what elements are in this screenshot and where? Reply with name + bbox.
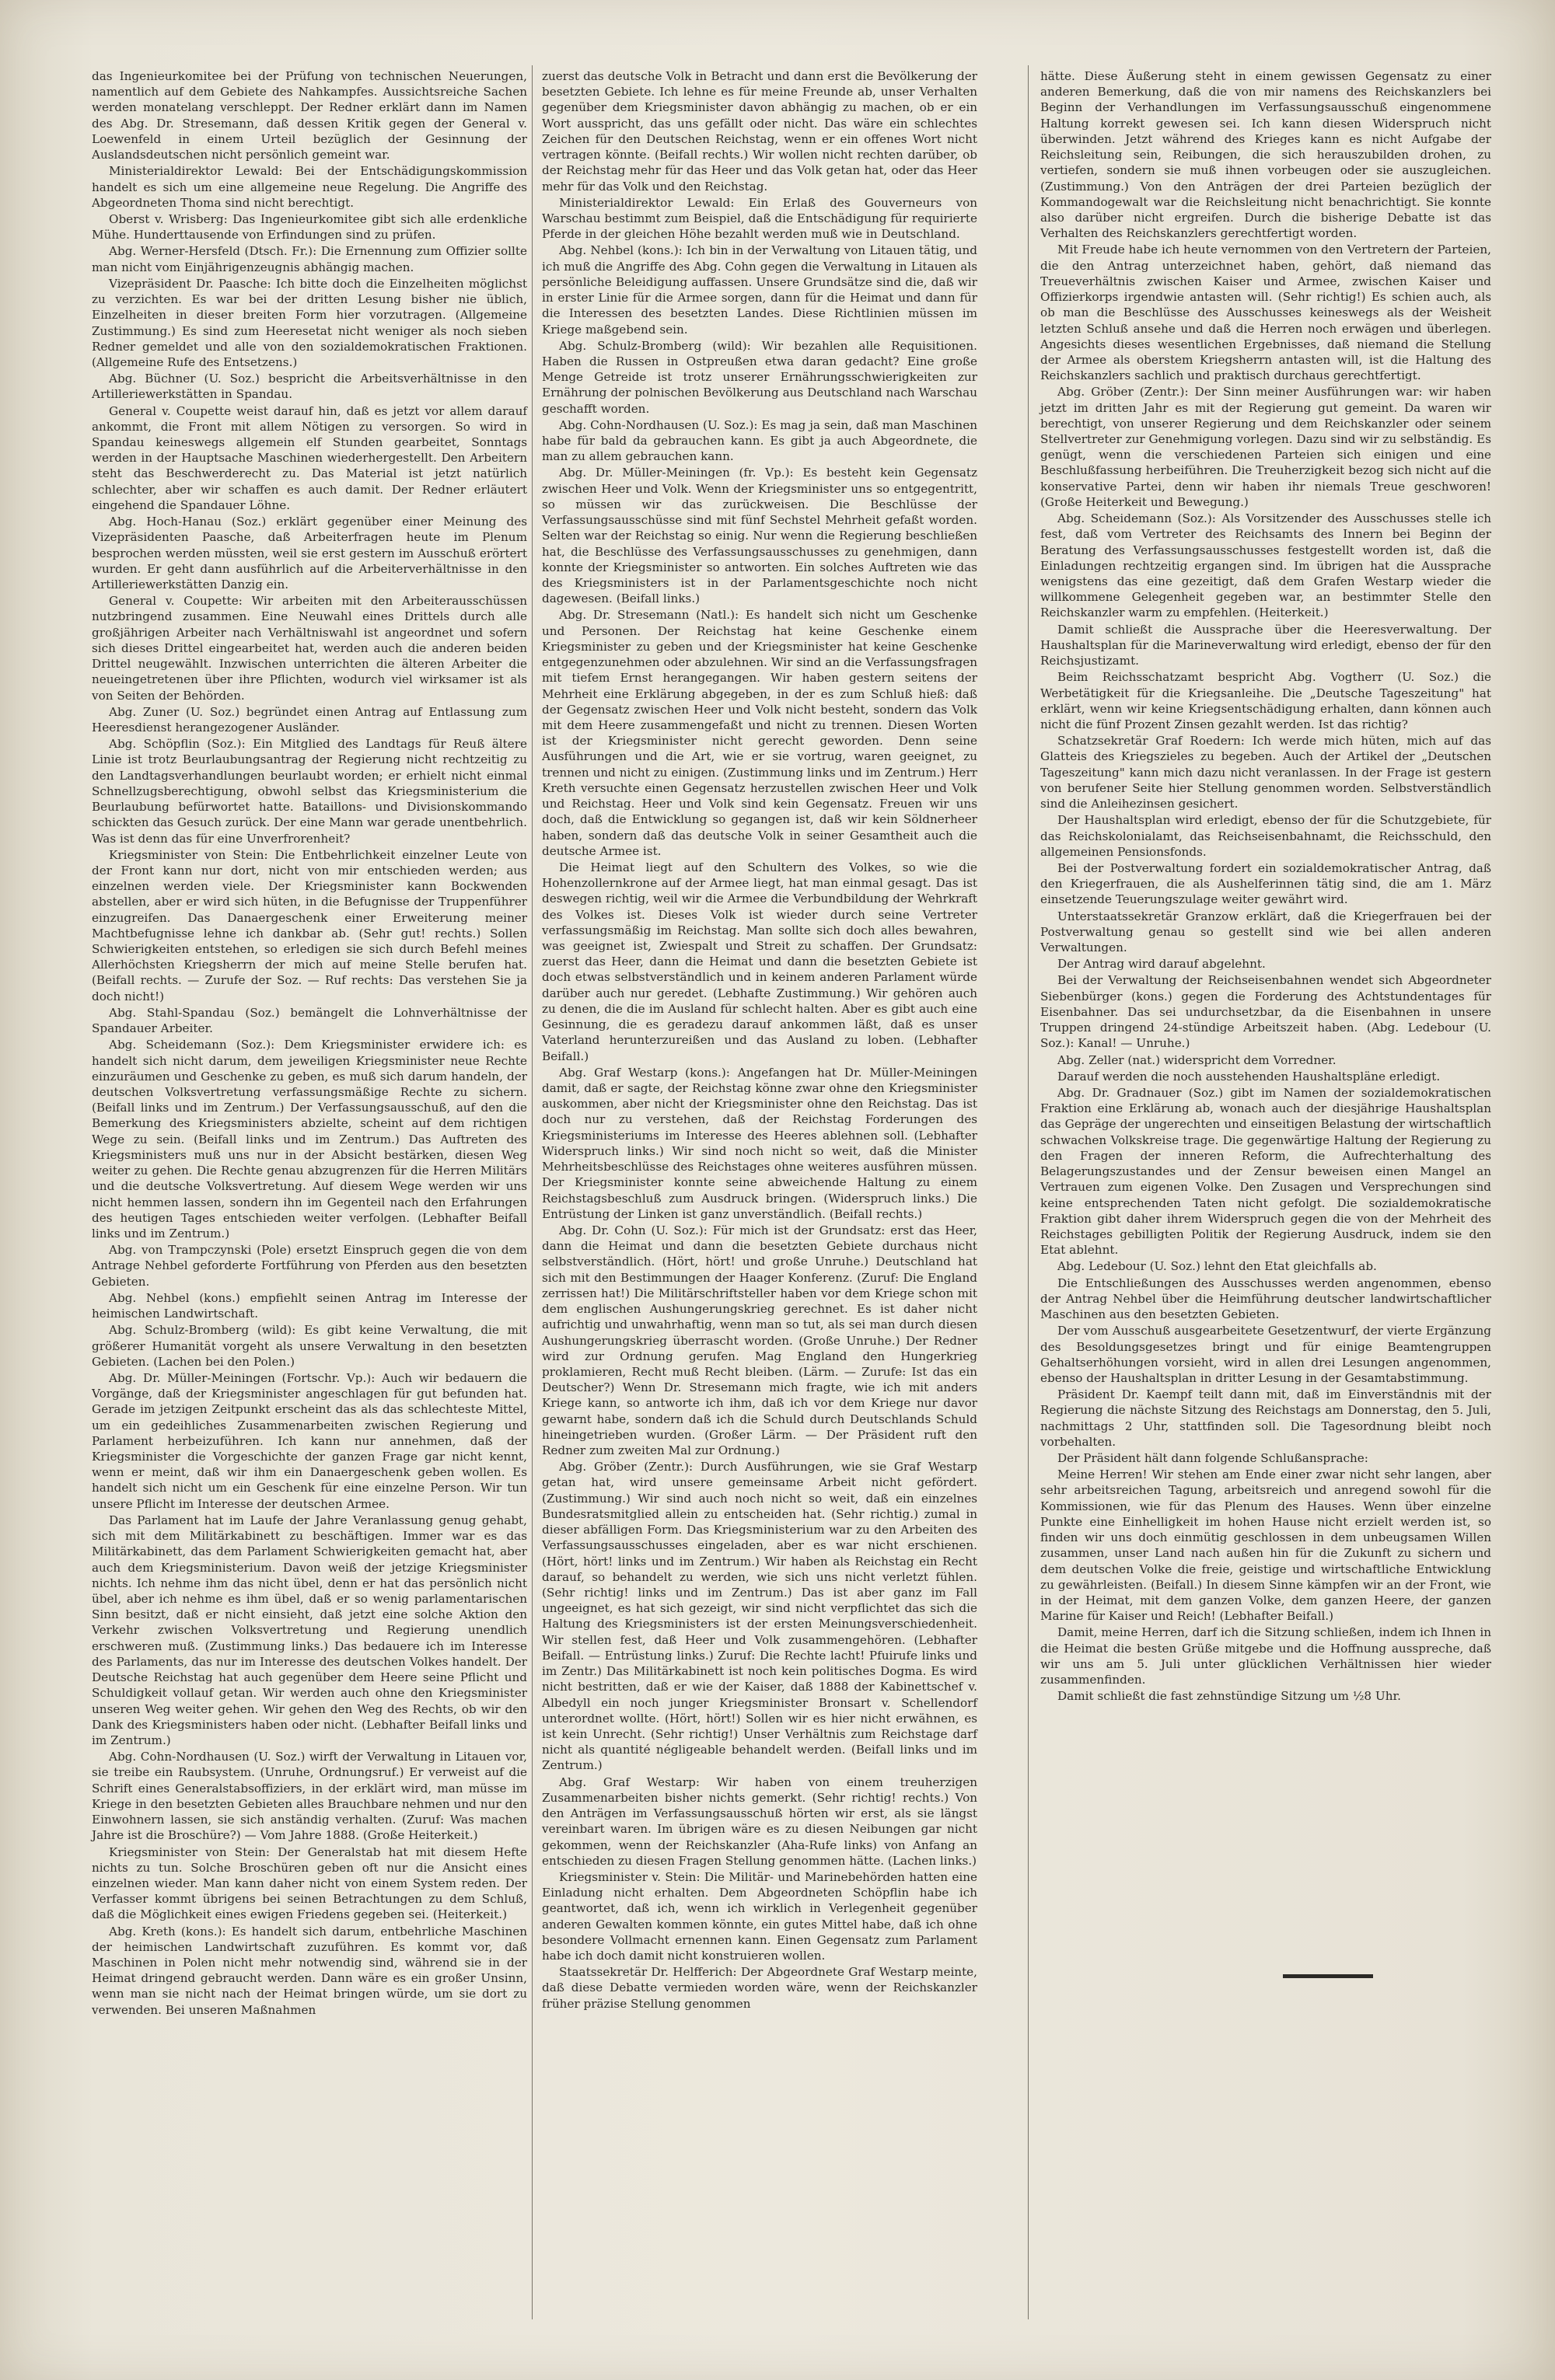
column-2 (542, 68, 977, 2012)
paragraph: Abg. Zeller (nat.) widerspricht dem Vorredner. (1057, 1052, 1337, 1067)
paragraph: Abg. Cohn-Nordhausen (U. Soz.) wirft der Verwaltung in Litauen vor, sie treibe ein Raubsystem. (Unruhe, Ordnungsruf.) Er verweist auf die Schrift eines Generalstabsoffiziers, in der erklärt wird, man müsse im Kriege in den besetzten Gebieten alles Brauchbare nehmen und nur den Einwohnern lassen, sie sich anständig verhalten. (Zuruf: Was machen Jahre ist die Broschüre?) — Vom Jahre 1888. (Große Heiterkeit.) (92, 1750, 527, 1843)
paragraph: Kriegsminister von Stein: Der Generalstab hat mit diesem Hefte nichts zu tun. Solche Broschüren geben oft nur die Ansicht eines einzelnen wieder. Man kann daher nicht von einem System reden. Der Verfasser kommt übrigens bei seinen Betrachtungen zu dem Schluß, daß die Möglichkeit eines ewigen Friedens gegeben sei. (Heiterkeit.) (92, 1844, 527, 1922)
paragraph: Ministerialdirektor Lewald: Ein Erlaß des Gouverneurs von Warschau bestimmt zum Beispiel, daß die Entschädigung für requirierte Pferde in der gleichen Höhe bezahlt werden muß wie in Deutschland. (542, 195, 977, 242)
paragraph: Das Parlament hat im Laufe der Jahre Veranlassung genug gehabt, sich mit dem Militärkabinett zu beschäftigen. Immer war es das Militärkabinett, das dem Parlament Schwierigkeiten gemacht hat, aber auch dem Kriegsministerium. Davon weiß der jetzige Kriegsminister nichts. Ich nehme ihm das nicht übel, denn er hat das persönlich nicht übel, aber ich nehme es ihm übel, daß er so wenig parlamentarischen Sinn besitzt, daß er nicht einsieht, daß jetzt eine solche Aktion den Verkehr zwischen Volksvertretung und Regierung unendlich erschweren muß. (Zustimmung links.) Das bedauere ich im Interesse des Parlaments, das nur im Interesse des deutschen Volkes handelt. Der Deutsche Reichstag hat auch gegenüber dem Heere seine Pflicht und Schuldigkeit vollauf getan. Wir werden auch ohne den Kriegsminister unseren Weg weiter gehen. Wir gehen den Weg des Rechts, ob wir den Dank des Kriegsministers haben oder nicht. (Lebhafter Beifall links und im Zentrum.) (92, 1513, 527, 1747)
paragraph: Abg. Ledebour (U. Soz.) lehnt den Etat gleichfalls ab. (1057, 1259, 1377, 1274)
paragraph: Darauf werden die noch ausstehenden Haushaltspläne erledigt. (1057, 1069, 1441, 1084)
paragraph: Beim Reichsschatzamt bespricht Abg. Vogtherr (U. Soz.) die Werbetätigkeit für die Kriegsanleihe. Die „Deutsche Tageszeitung" hat erklärt, wenn wir keine Kriegsentschädigung erhalten, dann können auch nicht die fünf Prozent Zinsen gezahlt werden. Ist das richtig? (1040, 670, 1491, 731)
column-rule (1028, 65, 1029, 2319)
paragraph: Abg. Graf Westarp: Wir haben von einem treuherzigen Zusammenarbeiten bisher nichts gemerkt. (Sehr richtig! rechts.) Von den Anträgen im Verfassungsausschuß hörten wir erst, als sie längst vereinbart waren. Im übrigen wäre es zu diesen Neibungen gar nicht gekommen, wenn der Reichskanzler (Aha-Rufe links) von Anfang an entschieden zu diesen Fragen Stellung genommen hätte. (Lachen links.) (542, 1775, 977, 1868)
paragraph: Vizepräsident Dr. Paasche: Ich bitte doch die Einzelheiten möglichst zu verzichten. Es war bei der dritten Lesung bisher nie üblich, Einzelheiten in dieser breiten Form hier vorzutragen. (Allgemeine Zustimmung.) Es sind zum Heeresetat nicht weniger als noch sieben Redner gemeldet und alle von den sozialdemokratischen Fraktionen. (Allgemeine Rufe des Entsetzens.) (92, 276, 527, 369)
paragraph: Mit Freude habe ich heute vernommen von den Vertretern der Parteien, die den Antrag unterzeichnet haben, gehört, daß niemand das Treueverhältnis zwischen Kaiser und Armee, zwischen Kaiser und Offizierkorps irgendwie antasten will. (Sehr richtig!) Es schien auch, als ob man die Beschlüsse des Ausschusses keineswegs als der Weisheit letzten Schluß ansehe und daß die Herren noch erwägen und überlegen. Angesichts dieses wesentlichen Ergebnisses, daß niemand die Stellung der Armee als oberstem Kriegsherrn antasten will, ist die Haltung des Reichskanzlers sachlich und praktisch durchaus gerechtfertigt. (1040, 243, 1491, 383)
paragraph: Abg. Gröber (Zentr.): Durch Ausführungen, wie sie Graf Westarp getan hat, wird unsere gemeinsame Arbeit nicht gefördert. (Zustimmung.) Wir sind auch noch nicht so weit, daß ein einzelnes Bundesratsmitglied allein zu entscheiden hat. (Sehr richtig.) zumal in dieser abfälligen Form. Das Kriegsministerium war zu den Arbeiten des Verfassungsausschusses eingeladen, aber es war nicht erschienen. (Hört, hört! links und im Zentrum.) Wir haben als Reichstag ein Recht darauf, so behandelt zu werden, wie sich uns nicht verletzt fühlen. (Sehr richtig! links und im Zentrum.) Das ist aber ganz im Fall ungeeignet, es hat sich gezeigt, wir sind nicht verpflichtet das sich die Haltung des Kriegsministers ist der ersten Meinungsverschiedenheit. Wir stellen fest, daß Heer und Volk zusammengehören. (Lebhafter Beifall. — Entrüstung links.) Zuruf: Die Rechte lacht! Pfuirufe links und im Zentr.) Das Militärkabinett ist noch kein politisches Dogma. Es wird nicht bestritten, daß er wie der Kaiser, daß 1888 der Kabinettschef v. Albedyll ein noch junger Kriegsminister Bronsart v. Schellendorf unterordnet wollte. (Hört, hört!) Sollen wir es hier nicht erwähnen, es ist kein Unrecht. (Sehr richtig!) Unser Verhältnis zum Reichstage darf nicht als quantité négligeable behandelt werden. (Beifall links und im Zentrum.) (542, 1460, 977, 1773)
paragraph: Ministerialdirektor Lewald: Bei der Entschädigungskommission handelt es sich um eine allgemeine neue Regelung. Die Angriffe des Abgeordneten Thoma sind nicht berechtigt. (92, 164, 527, 210)
paragraph: Abg. Graf Westarp (kons.): Angefangen hat Dr. Müller-Meiningen damit, daß er sagte, der Reichstag könne zwar ohne den Kriegsminister auskommen, aber nicht der Kriegsminister ohne den Reichstag. Das ist doch nur zu verstehen, daß der Reichstag Forderungen des Kriegsministeriums im Interesse des Heeres ablehnen soll. (Lebhafter Widerspruch links.) Wir sind noch nicht so weit, daß die Minister Mehrheitsbeschlüsse des Reichstages ohne weiteres ausführen müssen. Der Kriegsminister konnte seine abweichende Haltung zu einem Reichstagsbeschluß zum Ausdruck bringen. (Widerspruch links.) Die Entrüstung der Linken ist ganz unverständlich. (Beifall rechts.) (542, 1065, 977, 1221)
paragraph: Der Haushaltsplan wird erledigt, ebenso der für die Schutzgebiete, für das Reichskolonialamt, das Reichseisenbahnamt, die Reichsschuld, den allgemeinen Pensionsfonds. (1040, 813, 1491, 859)
paragraph: Die Heimat liegt auf den Schultern des Volkes, so wie die Hohenzollernkrone auf der Armee liegt, hat man einmal gesagt. Das ist deswegen richtig, weil wir die Armee die Verbundbildung der Wehrkraft des Volkes ist. Dieses Volk ist wieder durch seine Vertreter verfassungsmäßig im Reichstag. Man sollte sich doch alles bewahren, was geeignet ist, Zwiespalt und Streit zu schaffen. Der Grundsatz: zuerst das Heer, dann die Heimat und dann die besetzten Gebiete ist doch etwas selbstverständlich und in keinem anderen Parlament würde darüber auch nur geredet. (Lebhafte Zustimmung.) Wir gehören auch zu denen, die die im Ausland für schlecht halten. Aber es gibt auch eine Gesinnung, die es geradezu darauf ankommen läßt, daß es unser Vaterland herunterzureißen und das Ausland zu loben. (Lebhafter Beifall.) (542, 860, 977, 1063)
paragraph: General v. Coupette weist darauf hin, daß es jetzt vor allem darauf ankommt, die Front mit allem Nötigen zu versorgen. So wird in Spandau keineswegs allgemein elf Stunden gearbeitet, Sonntags werden in der Hauptsache Maschinen wiederhergestellt. Den Arbeitern steht das Beschwerderecht zu. Das Material ist jetzt natürlich schlechter, aber wir schaffen es auch damit. Der Redner erläutert eingehend die Spandauer Löhne. (92, 403, 527, 512)
paragraph: Abg. Scheidemann (Soz.): Dem Kriegsminister erwidere ich: es handelt sich nicht darum, dem jeweiligen Kriegsminister neue Rechte einzuräumen und Geschenke zu geben, es muß sich darum handeln, der deutschen Volksvertretung verfassungsmäßige Rechte zu sichern. (Beifall links und im Zentrum.) Der Verfassungsausschuß, auf den die Bemerkung des Kriegsministers abzielte, scheint auf dem richtigen Wege zu sein. (Beifall links und im Zentrum.) Das Auftreten des Kriegsministers muß uns nur in der Absicht bestärken, diesen Weg weiter zu gehen. Die Rechte genau abzugrenzen für die Herren Militärs und die deutsche Volksvertretung. Auf diesem Wege werden wir uns nicht hemmen lassen, sondern ihn im Gegenteil nach den Erfahrungen des heutigen Tages entschieden weiter verfolgen. (Lebhafter Beifall links und im Zentrum.) (92, 1038, 527, 1241)
paragraph: Abg. Nehbel (kons.): Ich bin in der Verwaltung von Litauen tätig, und ich muß die Angriffe des Abg. Cohn gegen die Verwaltung in Litauen als persönliche Beleidigung auffassen. Unsere Grundsätze sind die, daß wir in erster Linie für die Armee sorgen, dann für die Heimat und dann für die Interessen des besetzten Landes. Diese Richtlinien müssen im Kriege maßgebend sein. (542, 243, 977, 337)
paragraph: Die Entschließungen des Ausschusses werden angenommen, ebenso der Antrag Nehbel über die Heimführung deutscher landwirtschaftlicher Maschinen aus den besetzten Gebieten. (1040, 1275, 1491, 1322)
paragraph: Der Präsident hält dann folgende Schlußansprache: (1057, 1451, 1368, 1466)
paragraph: Damit schließt die fast zehnstündige Sitzung um ½8 Uhr. (1057, 1689, 1401, 1704)
paragraph: Unterstaatssekretär Granzow erklärt, daß die Kriegerfrauen bei der Postverwaltung genau so gestellt sind wie bei allen anderen Verwaltungen. (1040, 909, 1491, 955)
paragraph: Abg. Schulz-Bromberg (wild): Es gibt keine Verwaltung, die mit größerer Humanität vorgeht als unsere Verwaltung in den besetzten Gebieten. (Lachen bei den Polen.) (92, 1323, 527, 1369)
paragraph: Abg. Kreth (kons.): Es handelt sich darum, entbehrliche Maschinen der heimischen Landwirtschaft zuzuführen. Es kommt vor, daß Maschinen in Polen nicht mehr notwendig sind, während sie in der Heimat dringend gebraucht werden. Dann wäre es ein großer Unsinn, wenn man sie nicht nach der Heimat bringen würde, um sie dort zu verwenden. Bei unseren Maßnahmen (92, 1924, 527, 2017)
paragraph: Staatssekretär Dr. Helfferich: Der Abgeordnete Graf Westarp meinte, daß diese Debatte vermieden worden wäre, wenn der Reichskanzler früher präzise Stellung genommen (542, 1965, 977, 2011)
paragraph: Der vom Ausschuß ausgearbeitete Gesetzentwurf, der vierte Ergänzung des Besoldungsgesetzes bringt und für einige Beamtengruppen Gehaltserhöhungen vorsieht, wird in allen drei Lesungen angenommen, ebenso der Haushaltsplan in dritter Lesung in der Gesamtabstimmung. (1040, 1324, 1491, 1385)
paragraph: Abg. Schulz-Bromberg (wild): Wir bezahlen alle Requisitionen. Haben die Russen in Ostpreußen etwa daran gedacht? Eine große Menge Getreide ist trotz unserer Ernährungsschwierigkeiten zur Ernährung der polnischen Bevölkerung aus Deutschland nach Warschau geschafft worden. (542, 338, 977, 416)
paragraph: das Ingenieurkomitee bei der Prüfung von technischen Neuerungen, namentlich auf dem Gebiete des Nahkampfes. Aussichtsreiche Sachen werden monatelang verschleppt. Der Redner erklärt dann im Namen des Abg. Dr. Stresemann, daß dessen Kritik gegen der General v. Loewenfeld in einem Urteil bezüglich der Gesinnung der Auslandsdeutschen nicht persönlich gemeint war. (92, 69, 527, 162)
paragraph: Abg. Büchner (U. Soz.) bespricht die Arbeitsverhältnisse in den Artilleriewerkstätten in Spandau. (92, 372, 527, 402)
paragraph: Abg. Schöpflin (Soz.): Ein Mitglied des Landtags für Reuß ältere Linie ist trotz Beurlaubungsantrag der Regierung nicht rechtzeitig zu den Landtagsverhandlungen beurlaubt worden; er erhielt nicht einmal Schnellzugsberechtigung, obwohl selbst das Kriegsministerium die Beurlaubung befürwortet hatte. Bataillons- und Divisionskommando schickten das Gesuch zurück. Der eine Mann war gerade unentbehrlich. Was ist denn das für eine Unverfrorenheit? (92, 737, 527, 846)
paragraph: Abg. Stahl-Spandau (Soz.) bemängelt die Lohnverhältnisse der Spandauer Arbeiter. (92, 1005, 527, 1036)
paragraph: Abg. von Trampczynski (Pole) ersetzt Einspruch gegen die von dem Antrage Nehbel geforderte Fortführung von Pferden aus den besetzten Gebieten. (92, 1243, 527, 1289)
end-of-article-rule (1283, 1974, 1373, 1978)
paragraph: Schatzsekretär Graf Roedern: Ich werde mich hüten, mich auf das Glatteis des Kriegszieles zu begeben. Auch der Artikel der „Deutschen Tageszeitung" kann mich dazu nicht veranlassen. In der Frage ist gestern von berufener Seite hier Stellung genommen worden. Selbstverständlich sind die Anleihezinsen gesichert. (1040, 734, 1491, 811)
column-3 (1040, 68, 1491, 1705)
paragraph: Damit, meine Herren, darf ich die Sitzung schließen, indem ich Ihnen in die Heimat die besten Grüße mitgebe und die Hoffnung ausspreche, daß wir uns am 5. Juli unter glücklichen Verhältnissen hier wieder zusammenfinden. (1040, 1625, 1491, 1687)
paragraph: Präsident Dr. Kaempf teilt dann mit, daß im Einverständnis mit der Regierung die nächste Sitzung des Reichstags am Donnerstag, den 5. Juli, nachmittags 2 Uhr, stattfinden soll. Die Tagesordnung bleibt noch vorbehalten. (1040, 1387, 1491, 1449)
paragraph: Abg. Nehbel (kons.) empfiehlt seinen Antrag im Interesse der heimischen Landwirtschaft. (92, 1290, 527, 1321)
paragraph: Abg. Dr. Müller-Meiningen (Fortschr. Vp.): Auch wir bedauern die Vorgänge, daß der Kriegsminister angeschlagen für gut befunden hat. Gerade im jetzigen Zeitpunkt erscheint das als das schlechteste Mittel, um ein gedeihliches Zusammenarbeiten zwischen Regierung und Parlament herbeizuführen. Ich kann nur annehmen, daß der Kriegsminister die Vorgeschichte der ganzen Frage gar nicht kennt, wenn er meint, daß wir ihm ein Danaergeschenk geben wollen. Es handelt sich nicht um ein Geschenk für eine einzelne Person. Wir tun unsere Pflicht im Interesse der deutschen Armee. (92, 1370, 527, 1511)
paragraph: Der Antrag wird darauf abgelehnt. (1057, 957, 1266, 972)
paragraph: Kriegsminister von Stein: Die Entbehrlichkeit einzelner Leute von der Front kann nur dort, nicht von mir entschieden werden; aus einzelnen werden viele. Der Kriegsminister kann Bockwenden abstellen, aber er wird sich hüten, in die Befugnisse der Truppenführer einzugreifen. Das Danaergeschenk einer Erweiterung meiner Machtbefugnisse lehne ich dankbar ab. (Sehr gut! rechts.) Sollen Schwierigkeiten entstehen, so erledigen sie sich durch Befehl meines Allerhöchsten Kriegsherrn der mich auf meine Stelle berufen hat. (Beifall rechts. — Zurufe der Soz. — Ruf rechts: Das verstehen Sie ja doch nicht!) (92, 847, 527, 1003)
paragraph: Kriegsminister v. Stein: Die Militär- und Marinebehörden hatten eine Einladung nicht erhalten. Dem Abgeordneten Schöpflin habe ich geantwortet, daß ich, wenn ich wirklich in Verlegenheit gegenüber anderen Gewalten kommen könnte, ein gutes Mittel habe, daß ich ohne besondere Vollmacht ernennen kann. Einen Gegensatz zum Parlament habe ich doch damit nicht konstruieren wollen. (542, 1869, 977, 1963)
paragraph: Oberst v. Wrisberg: Das Ingenieurkomitee gibt sich alle erdenkliche Mühe. Hunderttausende von Erfindungen sind zu prüfen. (92, 211, 527, 243)
paragraph: Abg. Cohn-Nordhausen (U. Soz.): Es mag ja sein, daß man Maschinen habe für bald da gebrauchen kann. Es gibt ja auch Abgeordnete, die man zu allem gebrauchen kann. (542, 417, 977, 464)
paragraph: General v. Coupette: Wir arbeiten mit den Arbeiterausschüssen nutzbringend zusammen. Eine Neuwahl eines Drittels durch alle großjährigen Arbeiter nach Verhältniswahl ist angeordnet und sofern sich dieses Drittel eingearbeitet hat, werden auch die anderen beiden Drittel neugewählt. Inzwischen unterrichten die älteren Arbeiter die neueingetretenen über ihre Pflichten, wodurch viel wirksamer ist als von Seiten der Behörden. (92, 594, 527, 703)
paragraph: Abg. Zuner (U. Soz.) begründet einen Antrag auf Entlassung zum Heeresdienst herangezogener Ausländer. (92, 704, 527, 735)
paragraph: Abg. Dr. Gradnauer (Soz.) gibt im Namen der sozialdemokratischen Fraktion eine Erklärung ab, wonach auch der diesjährige Haushaltsplan das Gepräge der ungerechten und einseitigen Belastung der wirtschaftlich schwachen Volkskreise trage. Die gegenwärtige Haltung der Regierung zu den Fragen der inneren Reform, die Aufrechterhaltung des Belagerungszustandes und der Zensur beweisen einen Mangel an Vertrauen zum eigenen Volke. Den Zusagen und Versprechungen sind keine entsprechenden Taten nicht gefolgt. Die sozialdemokratische Fraktion gibt daher ihrem Widerspruch gegen die von der Mehrheit des Reichstages gebilligten Politik der Regierung Ausdruck, indem sie den Etat ablehnt. (1040, 1086, 1491, 1258)
paragraph: zuerst das deutsche Volk in Betracht und dann erst die Bevölkerung der besetzten Gebiete. Ich lehne es für meine Freunde ab, unser Verhalten gegenüber dem Kriegsminister davon abhängig zu machen, ob er ein Wort ausspricht, das uns gefällt oder nicht. Das wäre ein schlechtes Zeichen für den Deutschen Reichstag, wenn er ein offenes Wort nicht vertragen könnte. (Beifall rechts.) Wir wollen nicht rechten darüber, ob der Reichstag mehr für das Heer und das Volk getan hat, oder das Heer mehr für das Volk und den Reichstag. (542, 69, 977, 194)
paragraph: Abg. Dr. Müller-Meiningen (fr. Vp.): Es besteht kein Gegensatz zwischen Heer und Volk. Wenn der Kriegsminister uns so entgegentritt, so müssen wir das zurückweisen. Die Beschlüsse der Verfassungsausschüsse sind mit fünf Sechstel Mehrheit gefaßt worden. Selten war der Reichstag so einig. Nur wenn die Regierung beschließen hat, die Beschlüsse des Verfassungsausschusses zu genehmigen, dann konnte der Kriegsminister so antworten. Ein solches Auftreten wie das des Kriegsministers ist in der Parlamentsgeschichte noch nicht dagewesen. (Beifall links.) (542, 466, 977, 606)
paragraph: Abg. Dr. Stresemann (Natl.): Es handelt sich nicht um Geschenke und Personen. Der Reichstag hat keine Geschenke einem Kriegsminister zu geben und der Kriegsminister hat keine Geschenke entgegenzunehmen oder abzulehnen. Wir sind an die Verfassungsfragen mit tiefem Ernst herangegangen. Wir haben gestern seitens der Mehrheit eine Erklärung abgegeben, in der es zum Schluß hieß: daß der Gegensatz zwischen Heer und Volk nicht besteht, sondern das Volk mit dem Heere zusammengefaßt und nicht zu trennen. Diesen Worten ist der Kriegsminister nicht gerecht geworden. Denn seine Ausführungen und die Art, wie er sie vortrug, waren geeignet, zu trennen und nicht zu einigen. (Zustimmung links und im Zentrum.) Herr Kreth versuchte einen Gegensatz herzustellen zwischen Heer und Volk und Reichstag. Heer und Volk sind kein Gegensatz. Freuen wir uns doch, daß die Entwicklung so gegangen ist, daß wir kein Söldnerheer haben, sondern daß das deutsche Volk in seiner Gesamtheit auch die deutsche Armee ist. (542, 608, 977, 858)
paragraph: Bei der Verwaltung der Reichseisenbahnen wendet sich Abgeordneter Siebenbürger (kons.) gegen die Forderung des Achtstundentages für Eisenbahner. Das sei undurchsetzbar, da die Eisenbahnen in unsere Truppen dringend 24-stündige Arbeitszeit haben. (Abg. Ledebour (U. Soz.): Kanal! — Unruhe.) (1040, 973, 1491, 1051)
column-1 (92, 68, 527, 2019)
paragraph: Abg. Gröber (Zentr.): Der Sinn meiner Ausführungen war: wir haben jetzt im dritten Jahr es mit der Regierung gut gemeint. Da waren wir berechtigt, von unserer Regierung und dem Reichskanzler oder seinem Stellvertreter zur Genehmigung vorlegen. Dazu sind wir zu selbständig. Es genügt, wenn die verschiedenen Parteien sich einigen und eine Beschlußfassung herbeiführen. Die Treuherzigkeit bezog sich nicht auf die konservative Partei, denn wir haben ihr niemals Treue geschworen! (Große Heiterkeit und Bewegung.) (1040, 385, 1491, 509)
paragraph: Damit schließt die Aussprache über die Heeresverwaltung. Der Haushaltsplan für die Marineverwaltung wird erledigt, ebenso der für den Reichsjustizamt. (1040, 622, 1491, 668)
paragraph: Meine Herren! Wir stehen am Ende einer zwar nicht sehr langen, aber sehr arbeitsreichen Tagung, arbeitsreich und anregend sowohl für die Kommissionen, wie für das Plenum des Hauses. Wenn über einzelne Punkte eine Einhelligkeit im hohen Hause nicht erzielt werden ist, so finden wir uns doch einmütig geschlossen in dem unbeugsamen Willen zusammen, unser Land nach außen hin für die Zukunft zu sichern und dem deutschen Volke die freie, geistige und wirtschaftliche Entwicklung zu gewährleisten. (Beifall.) In diesem Sinne kämpfen wir an der Front, wie in der Heimat, mit dem ganzen Volke, dem ganzen Heere, der ganzen Marine für Kaiser und Reich! (Lebhafter Beifall.) (1040, 1467, 1491, 1624)
paragraph: Bei der Postverwaltung fordert ein sozialdemokratischer Antrag, daß den Kriegerfrauen, die als Aushelferinnen tätig sind, die am 1. März einsetzende Teuerungszulage weiter gewährt wird. (1040, 860, 1491, 907)
column-rule (532, 65, 533, 2319)
paragraph: Abg. Scheidemann (Soz.): Als Vorsitzender des Ausschusses stelle ich fest, daß vom Vertreter des Reichsamts des Innern bei Beginn der Beratung des Verfassungsausschusses festgestellt worden ist, daß die Einladungen rechtzeitig ergangen sind. Im übrigen hat die Aussprache wenigstens das eine gezeitigt, daß dem Grafen Westarp wieder die willkommene Gelegenheit gegeben war, an bestimmter Stelle den Reichskanzler warm zu empfehlen. (Heiterkeit.) (1040, 511, 1491, 620)
paragraph: hätte. Diese Äußerung steht in einem gewissen Gegensatz zu einer anderen Bemerkung, daß die von mir namens des Reichskanzlers bei Beginn der Verhandlungen im Verfassungsausschuß eingenommene Haltung korrekt gewesen sei. Ich kann diesen Widerspruch nicht überwinden. Jetzt während des Krieges kann es nicht Aufgabe der Reichsleitung sein, Reibungen, die sich herauszubilden drohen, zu vertiefen, sondern sie muß ihnen vorbeugen oder sie auszugleichen. (Zustimmung.) Von den Anträgen der drei Parteien bezüglich der Kommandogewalt war die Reichsleitung nicht benachrichtigt. Sie konnte also darüber nicht ergreifen. Durch die bisherige Debatte ist das Verhalten des Reichskanzlers gerechtfertigt worden. (1040, 69, 1491, 241)
paragraph: Abg. Dr. Cohn (U. Soz.): Für mich ist der Grundsatz: erst das Heer, dann die Heimat und dann die besetzten Gebiete durchaus nicht selbstverständlich. (Hört, hört! und große Unruhe.) Deutschland hat sich mit den Bestimmungen der Haager Konferenz. (Zuruf: Die England zerrissen hat!) Die Militärschriftsteller haben vor dem Kriege schon mit dem englischen Aushungerungskrieg gerechnet. Es ist daher nicht aufrichtig und unwahrhaftig, wenn man so tut, als sei man durch diesen Aushungerungskrieg überrascht worden. (Große Unruhe.) Der Redner wird zur Ordnung gerufen. Mag England den Hungerkrieg proklamieren, Recht muß Recht bleiben. (Lärm. — Zurufe: Ist das ein Deutscher?) Wenn Dr. Stresemann mich fragte, wie ich mit anders Kriege kann, so antworte ich ihm, daß ich vor dem Kriege nur davor gewarnt habe, sondern daß ich die Schuld durch Deutschlands Schuld hineingetrieben wurden. (Großer Lärm. — Der Präsident ruft den Redner zum zweiten Mal zur Ordnung.) (542, 1223, 977, 1458)
paragraph: Abg. Hoch-Hanau (Soz.) erklärt gegenüber einer Meinung des Vizepräsidenten Paasche, daß Arbeiterfragen heute im Plenum besprochen werden müssten, weil sie erst gestern im Ausschuß erörtert wurden. Er geht dann ausführlich auf die Arbeiterverhältnisse in den Artilleriewerkstätten Danzig ein. (92, 515, 527, 592)
paragraph: Abg. Werner-Hersfeld (Dtsch. Fr.): Die Ernennung zum Offizier sollte man nicht vom Einjährigenzeugnis abhängig machen. (92, 244, 527, 274)
